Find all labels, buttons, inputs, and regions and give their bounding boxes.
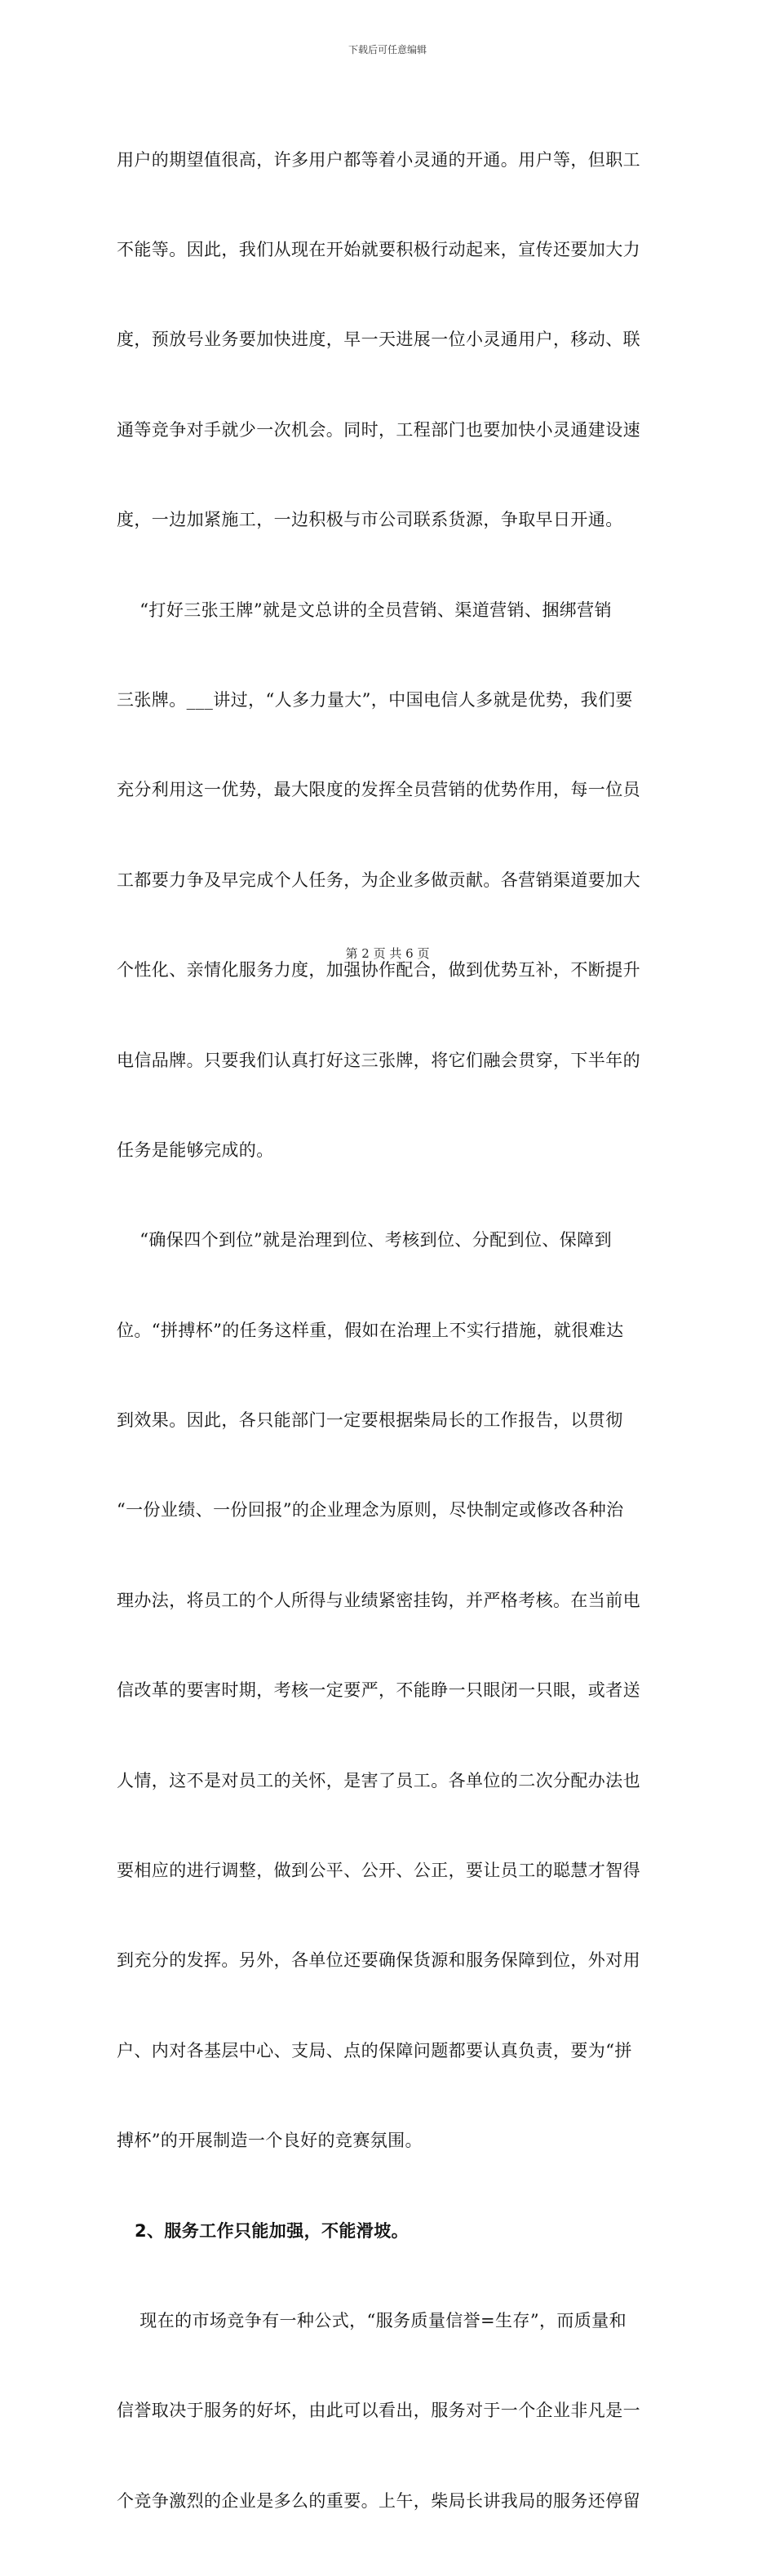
text-line: 工都要力争及早完成个人任务，为企业多做贡献。各营销渠道要加大 (117, 870, 640, 890)
text-line: “一份业绩、一份回报”的企业理念为原则，尽快制定或修改各种治 (117, 1500, 624, 1520)
text-line: 户、内对各基层中心、支局、点的保障问题都要认真负责，要为“拼 (117, 2040, 632, 2060)
text-line: 个竞争激烈的企业是多么的重要。上午，柴局长讲我局的服务还停留 (117, 2490, 640, 2511)
text-line: 度，预放号业务要加快进度，早一天进展一位小灵通用户，移动、联 (117, 330, 640, 350)
text-line: 搏杯”的开展制造一个良好的竞赛氛围。 (117, 2131, 423, 2151)
text-line: 要相应的进行调整，做到公平、公开、公正，要让员工的聪慧才智得 (117, 1861, 640, 1881)
text-line: 任务是能够完成的。 (117, 1140, 274, 1160)
text-line: 不能等。因此，我们从现在开始就要积极行动起来，宣传还要加大力 (117, 239, 640, 259)
page-footer: 第 2 页 共 6 页 (345, 946, 430, 961)
text-line: 个性化、亲情化服务力度，加强协作配合，做到优势互补，不断提升 (117, 960, 640, 980)
text-line: 充分利用这一优势，最大限度的发挥全员营销的优势作用，每一位员 (117, 780, 640, 800)
text-line: 理办法，将员工的个人所得与业绩紧密挂钩，并严格考核。在当前电 (117, 1590, 640, 1610)
text-line: 到充分的发挥。另外，各单位还要确保货源和服务保障到位，外对用 (117, 1950, 640, 1971)
text-line: 通等竞争对手就少一次机会。同时，工程部门也要加快小灵通建设速 (117, 419, 640, 440)
page-header: 下载后可任意编辑 (348, 44, 427, 55)
text-line: 信改革的要害时期，考核一定要严，不能睁一只眼闭一只眼，或者送 (117, 1680, 640, 1701)
text-line: 度，一边加紧施工，一边积极与市公司联系货源，争取早日开通。 (117, 510, 623, 530)
text-line: “打好三张王牌”就是文总讲的全员营销、渠道营销、捆绑营销 (117, 600, 612, 620)
body-text (117, 85, 662, 2576)
text-line: 三张牌。___讲过，“人多力量大”，中国电信人多就是优势，我们要 (117, 689, 633, 710)
text-line: 到效果。因此，各只能部门一定要根据柴局长的工作报告，以贯彻 (117, 1410, 623, 1431)
text-line: 位。“拼搏杯”的任务这样重，假如在治理上不实行措施，就很难达 (117, 1320, 624, 1340)
text-line: 电信品牌。只要我们认真打好这三张牌，将它们融会贯穿，下半年的 (117, 1050, 640, 1070)
text-line: 信誉取决于服务的好坏，由此可以看出，服务对于一个企业非凡是一 (117, 2401, 640, 2421)
text-line: 用户的期望值很高，许多用户都等着小灵通的开通。用户等，但职工 (117, 149, 640, 170)
document-body (117, 85, 662, 2576)
section-heading: 2、服务工作只能加强，不能滑坡。 (135, 2220, 410, 2241)
text-line: “确保四个到位”就是治理到位、考核到位、分配到位、保障到 (117, 1230, 612, 1250)
text-line: 现在的市场竞争有一种公式，“服务质量信誉=生存”，而质量和 (117, 2310, 627, 2330)
text-line: 人情，这不是对员工的关怀，是害了员工。各单位的二次分配办法也 (117, 1770, 640, 1790)
